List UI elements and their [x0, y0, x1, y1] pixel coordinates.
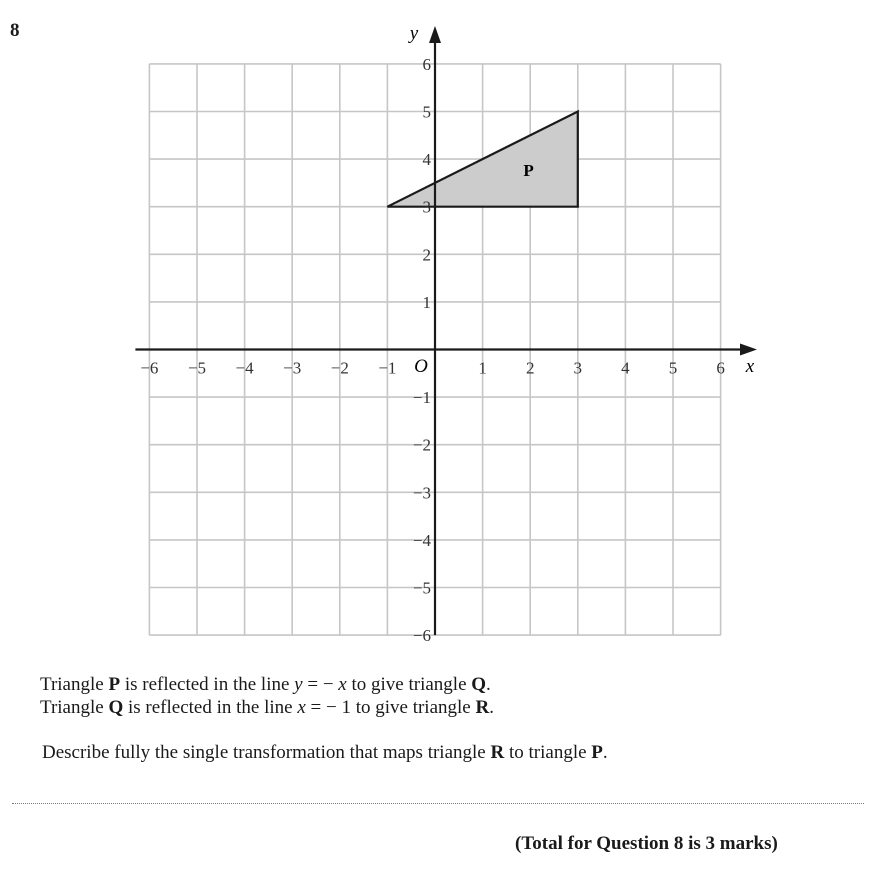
x-tick-label: −5	[187, 358, 207, 378]
y-tick-label: −5	[412, 578, 431, 598]
origin-label: O	[414, 356, 428, 377]
x-axis-label: x	[745, 356, 755, 377]
y-tick-label: 4	[422, 150, 431, 170]
task-prompt: Describe fully the single transformation that maps triangle R to triangle P.	[42, 742, 608, 763]
y-tick-label: −6	[412, 626, 431, 646]
y-tick-label: 5	[422, 102, 431, 122]
y-axis-label: y	[409, 23, 419, 44]
triangle-p-label: P	[523, 161, 534, 181]
x-tick-label: 3	[573, 358, 583, 378]
y-tick-label: 6	[422, 54, 431, 74]
x-tick-label: 1	[478, 358, 487, 378]
x-axis-arrow	[740, 344, 757, 356]
x-tick-label: 4	[621, 358, 630, 378]
y-tick-label: −4	[412, 530, 431, 550]
x-tick-label: 2	[525, 358, 535, 378]
y-tick-label: −2	[412, 435, 431, 455]
y-tick-label: 3	[422, 197, 431, 217]
statement-reflection-1: Triangle P is reflected in the line y = − x to give triangle Q.	[40, 674, 491, 695]
statement-reflection-2: Triangle Q is reflected in the line x = − 1 to give triangle R.	[40, 697, 494, 718]
y-tick-label: 1	[422, 292, 431, 312]
y-tick-label: −1	[412, 388, 431, 408]
x-tick-label: −3	[283, 358, 302, 378]
total-marks: (Total for Question 8 is 3 marks)	[515, 833, 778, 854]
x-tick-label: 5	[668, 358, 678, 378]
axes	[135, 26, 757, 635]
x-tick-label: −2	[330, 358, 349, 378]
x-tick-label: −1	[378, 358, 397, 378]
answer-line[interactable]	[12, 803, 864, 804]
x-tick-label: −4	[235, 358, 254, 378]
y-tick-label: −3	[412, 483, 431, 503]
x-tick-label: −6	[140, 358, 159, 378]
y-axis-arrow	[429, 26, 441, 43]
question-number: 8	[10, 20, 20, 41]
y-tick-label: 2	[422, 245, 431, 265]
x-tick-label: 6	[716, 358, 725, 378]
